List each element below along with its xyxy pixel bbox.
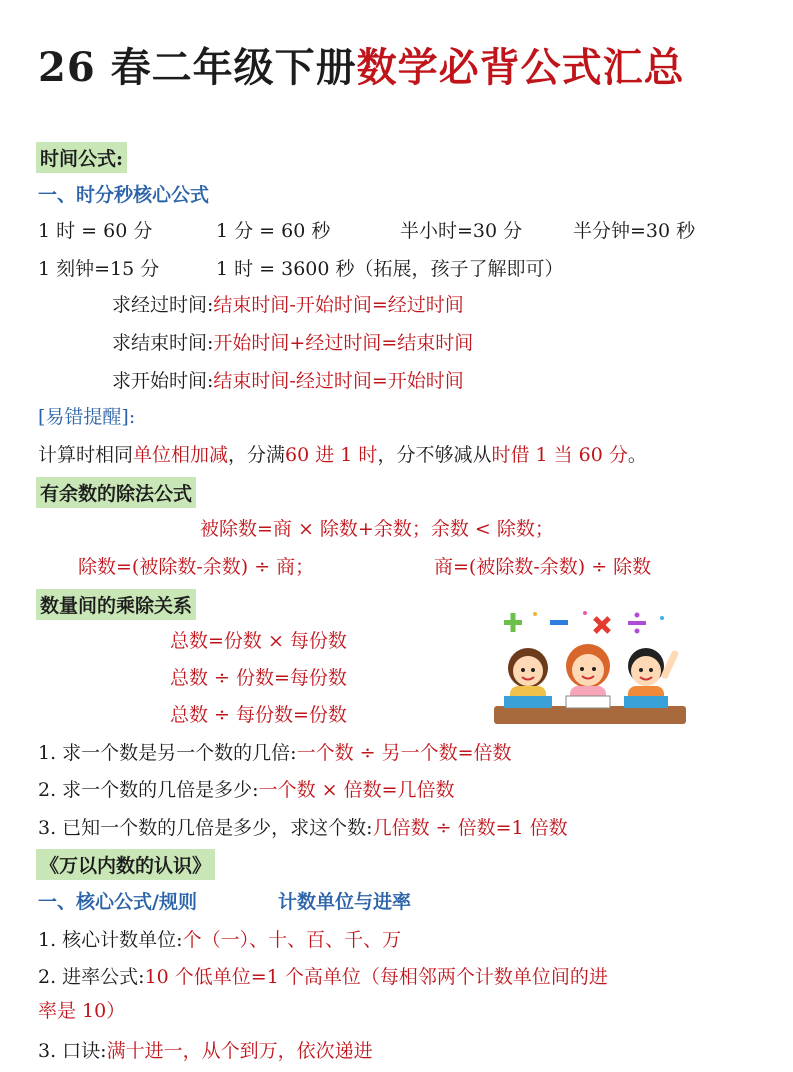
multiply-formula-3: 总数 ÷ 每份数=份数 [170, 704, 347, 726]
multiply-item-1-label: 1. 求一个数是另一个数的几倍: [38, 742, 297, 764]
multiply-item-3-formula: 几倍数 ÷ 倍数=1 倍数 [372, 817, 568, 839]
multiply-item-2-label: 2. 求一个数的几倍是多少: [38, 779, 259, 801]
time-formula-1-label: 求经过时间: [112, 294, 214, 316]
tip-part-4: 60 进 1 时 [285, 444, 378, 466]
multiply-icon [588, 611, 616, 639]
multiply-item-2 [38, 775, 455, 802]
tenk-item-3 [38, 1036, 373, 1063]
multiply-header: 数量间的乘除关系 [36, 589, 196, 620]
remainder-formula-1: 被除数=商 × 除数+余数；余数 < 除数； [200, 518, 554, 540]
tenk-item-2-cont: 率是 10） [38, 1000, 126, 1022]
remainder-formula-3: 商=(被除数-余数) ÷ 除数 [434, 556, 652, 578]
time-formula-3 [112, 366, 464, 393]
tip-part-2: 单位相加减 [133, 444, 229, 466]
time-formula-3-value: 结束时间-经过时间=开始时间 [213, 370, 464, 392]
minus-icon [550, 620, 568, 625]
time-fact-5: 1 刻钟=15 分 [38, 258, 160, 280]
tenk-item-3-value: 满十进一，从个到万，依次递进 [106, 1040, 373, 1062]
remainder-formula-2: 除数=(被除数-余数) ÷ 商； [78, 556, 315, 578]
tip-part-7: 。 [627, 444, 647, 466]
kid-boy-right [624, 648, 679, 708]
tenk-item-2 [38, 962, 608, 989]
time-formula-3-label: 求开始时间: [112, 370, 214, 392]
tenk-item-1-label: 1. 核心计数单位: [38, 929, 183, 951]
time-fact-3: 半小时=30 分 [400, 220, 523, 242]
time-fact-2: 1 分 = 60 秒 [216, 220, 331, 242]
time-fact-1: 1 时 = 60 分 [38, 220, 153, 242]
multiply-formula-1: 总数=份数 × 每份数 [170, 630, 347, 652]
kids-math-illustration [490, 608, 690, 726]
multiply-formula-2: 总数 ÷ 份数=每份数 [170, 667, 347, 689]
time-subheader: 一、时分秒核心公式 [38, 184, 210, 206]
time-formula-2-label: 求结束时间: [112, 332, 214, 354]
kid-girl-middle [566, 644, 610, 708]
time-formula-2 [112, 328, 473, 355]
time-formula-1 [112, 290, 464, 317]
tenk-item-3-label: 3. 口诀: [38, 1040, 107, 1062]
title-red: 数学必背公式汇总 [356, 44, 685, 91]
plus-icon [504, 613, 522, 632]
page-title [38, 36, 685, 93]
divide-icon [628, 613, 646, 634]
tip-text [38, 440, 647, 467]
tenk-item-2-value: 10 个低单位=1 个高单位（每相邻两个计数单位间的进 [144, 966, 608, 988]
multiply-item-1 [38, 738, 512, 765]
tenk-item-1 [38, 925, 401, 952]
multiply-item-3-label: 3. 已知一个数的几倍是多少，求这个数: [38, 817, 373, 839]
tip-label: [易错提醒]: [38, 406, 136, 428]
tenk-item-1-value: 个（一）、十、百、千、万 [182, 929, 402, 951]
title-black: 26 春二年级下册 [38, 44, 357, 91]
multiply-item-2-formula: 一个数 × 倍数=几倍数 [258, 779, 455, 801]
time-header: 时间公式: [36, 142, 127, 173]
tenk-item-2-label: 2. 进率公式: [38, 966, 145, 988]
time-fact-6: 1 时 = 3600 秒（拓展，孩子了解即可） [216, 258, 564, 280]
tenk-subheader-a: 一、核心公式/规则 [38, 891, 197, 913]
tenk-subheader-b: 计数单位与进率 [278, 891, 412, 913]
time-formula-1-value: 结束时间-开始时间=经过时间 [213, 294, 464, 316]
tip-part-3: ，分满 [228, 444, 286, 466]
kid-girl-left [504, 648, 552, 708]
tip-part-1: 计算时相同 [38, 444, 134, 466]
time-fact-4: 半分钟=30 秒 [573, 220, 696, 242]
time-formula-2-value: 开始时间+经过时间=结束时间 [213, 332, 474, 354]
tip-part-6: 时借 1 当 60 分 [491, 444, 628, 466]
remainder-header: 有余数的除法公式 [36, 477, 196, 508]
tenk-header: 《万以内数的认识》 [36, 849, 215, 880]
multiply-item-3 [38, 813, 568, 840]
tip-part-5: ，分不够减从 [377, 444, 492, 466]
multiply-item-1-formula: 一个数 ÷ 另一个数=倍数 [296, 742, 512, 764]
